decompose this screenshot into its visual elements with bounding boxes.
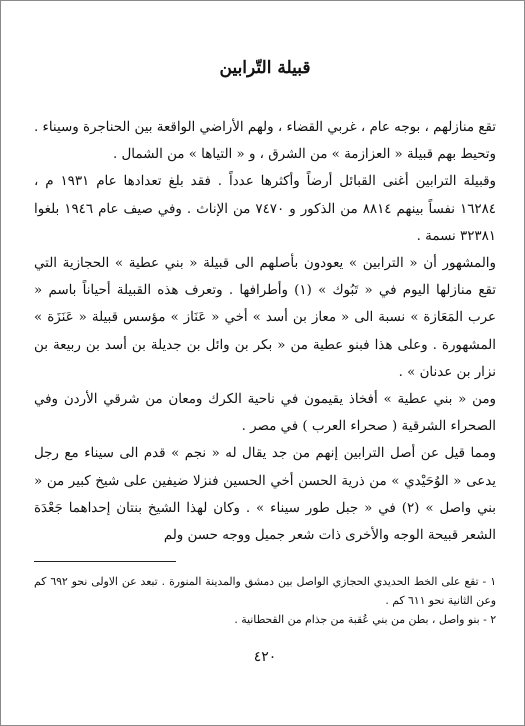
body-text <box>34 114 496 549</box>
paragraph: تقع منازلهم ، بوجه عام ، غربي القضاء ، ولهم الأراضي الواقعة بين الحناجرة وسيناء . وتحيط بهم قبيلة « العزازمة » من الشرق ، و « التياها » من الشمال . <box>34 120 496 163</box>
footnotes <box>34 572 496 629</box>
paragraph: ومن « بني عطية » أفخاذ يقيمون في ناحية الكرك ومعان من شرقي الأردن وفي الصحراء الشرقية ( صحراء العرب ) في مصر . <box>34 392 496 435</box>
footnote: ٢ - بنو واصل ، بطن من بني عُقبة من جذام من القحطانية . <box>234 613 496 627</box>
book-page <box>34 57 496 665</box>
paragraph: وقبيلة الترابين أغنى القبائل أرضاً وأكثرها عدداً . فقد بلغ تعدادها عام ١٩٣١ م ، ١٦٢٨٤ نفساً بينهم ٨٨١٤ من الذكور و ٧٤٧٠ من الإناث . وفي صيف عام ١٩٤٦ بلغوا ٣٢٣٨١ نسمة . <box>34 174 496 244</box>
footnote-separator-wrap <box>34 561 496 562</box>
paragraph: والمشهور أن « الترابين » يعودون بأصلهم الى قبيلة « بني عطية » الحجازية التي تقع منازلها اليوم في « تَبُوك » (١) وأطرافها . وتعرف هذه القبيلة أحياناً باسم « عرب المَعَازة » نسبة الى « معاز بن أسد » أخي « عَنَاز » مؤسس قبيلة « عَنَزَة » المشهورة . وعلى هذا فبنو عطية من « بكر بن وائل بن جديلة بن أسد بن ربيعة بن نزار بن عدنان » . <box>34 256 496 380</box>
footnote: ١ - تقع على الخط الحديدي الحجازي الواصل بين دمشق والمدينة المنورة . تبعد عن الاولى نحو ٦٩٢ كم وعن الثانية نحو ٦١١ كم . <box>34 575 496 608</box>
paragraph: ومما قيل عن أصل الترابين إنهم من جد يقال له « نجم » قدم الى سيناء مع رجل يدعى « الوُحَيْدي » من ذرية الحسن أخي الحسين فنزلا ضيفين على شيخ كبير من « بني واصل » (٢) في « جبل طور سيناء » . وكان لهذا الشيخ بنتان إحداهما جَعْدَة الشعر قبيحة الوجه والأخرى ذات شعر جميل ووجه حسن ولم <box>34 446 496 544</box>
footnote-separator <box>34 561 176 562</box>
page-number: ٤٢٠ <box>253 649 277 666</box>
page-title: قبيلة التّرابين <box>219 58 311 78</box>
